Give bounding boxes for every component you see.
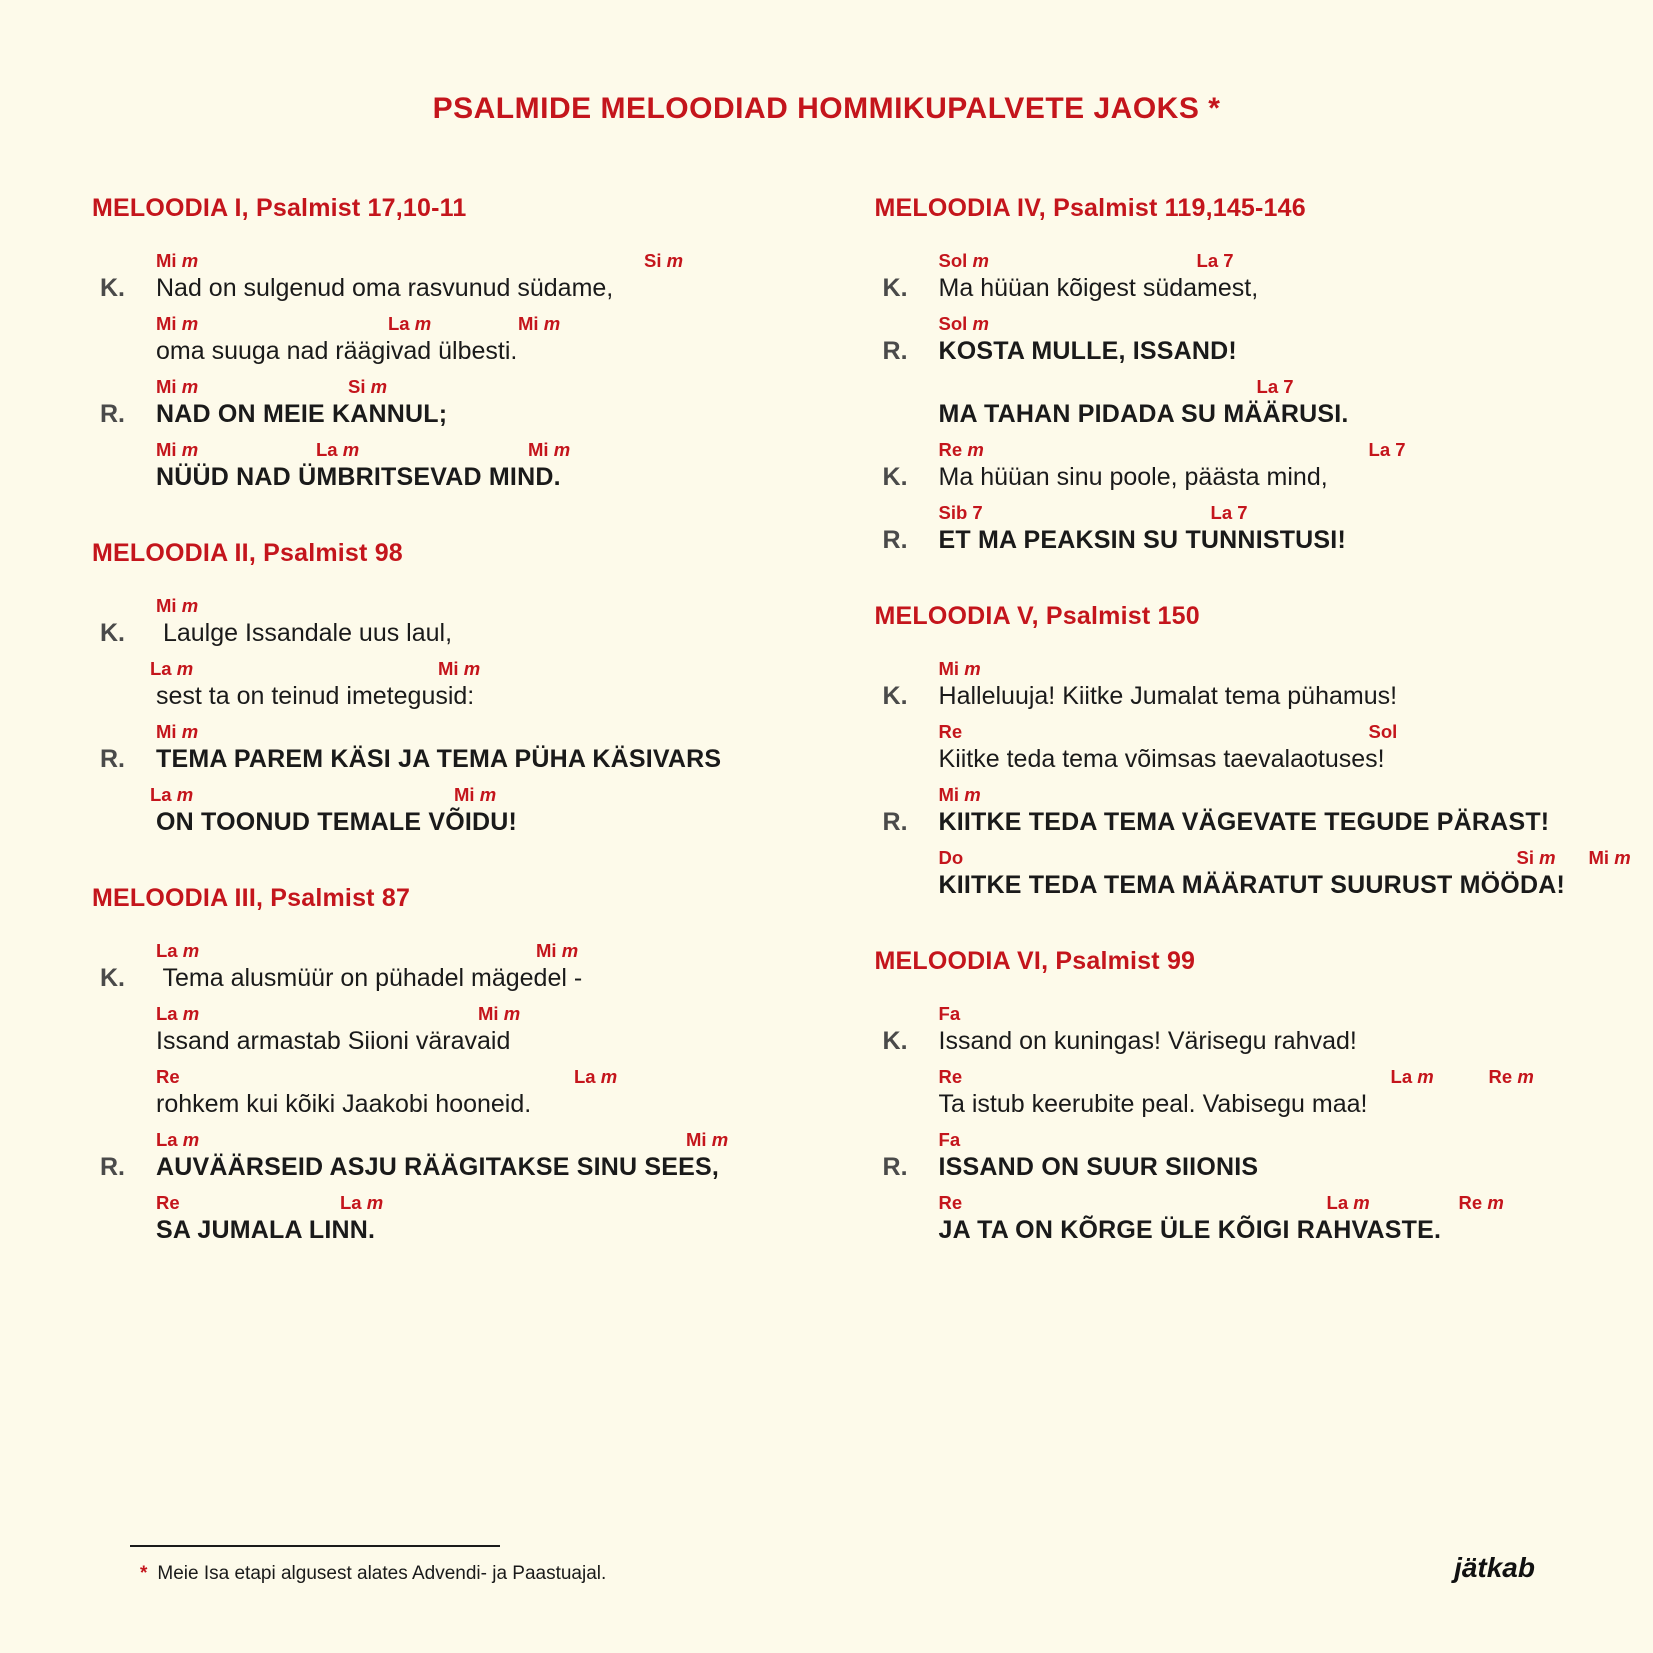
melody-lines: [875, 249, 1565, 564]
chord-line: [156, 594, 785, 617]
chord-line: [939, 720, 1565, 743]
chord-label: [1369, 720, 1398, 743]
call-line: [100, 272, 785, 312]
verse-text: NÜÜD NAD ÜMBRITSEVAD MIND.: [156, 463, 561, 491]
chord-root: Fa: [938, 1003, 961, 1024]
chord-quality: m: [181, 721, 199, 742]
chord-line: [938, 846, 1631, 869]
chord-line: [939, 438, 1565, 461]
chord-root: Mi: [454, 784, 480, 805]
chord-line: [939, 1065, 1565, 1088]
chord-quality: m: [964, 784, 981, 805]
chord-label: [1327, 1191, 1370, 1214]
chord-quality: m: [1517, 1066, 1534, 1087]
chord-quality: m: [967, 439, 984, 460]
melody-lines: [92, 939, 785, 1254]
call-line: [883, 272, 1565, 312]
chord-quality: m: [181, 250, 199, 271]
page-title: PSALMIDE MELOODIAD HOMMIKUPALVETE JAOKS *: [432, 92, 1221, 125]
chord-label: [1211, 501, 1248, 524]
chord-quality: m: [182, 1129, 200, 1150]
verse-text: Tema alusmüür on pühadel mägedel -: [156, 964, 583, 992]
verse-text: Nad on sulgenud oma rasvunud südame,: [156, 274, 614, 302]
chord-label: [644, 249, 683, 272]
chord-line: [156, 1002, 785, 1025]
speaker-label: K.: [100, 619, 125, 647]
speaker-label: R.: [100, 745, 125, 773]
melody-block: [874, 602, 1631, 909]
call-line: [100, 335, 785, 375]
melody-lines: [875, 1002, 1565, 1254]
verse-text: TEMA PAREM KÄSI JA TEMA PÜHA KÄSIVARS: [156, 745, 722, 773]
chord-line: [150, 657, 785, 680]
footnote-text: Meie Isa etapi algusest alates Advendi- ja Paastuajal.: [157, 1563, 607, 1584]
chord-quality: m: [182, 1003, 200, 1024]
speaker-label: K.: [882, 463, 908, 491]
chord-label: [1589, 846, 1631, 869]
chord-root: Mi: [156, 439, 182, 460]
chord-root: Fa: [938, 1129, 961, 1150]
chord-quality: m: [711, 1129, 729, 1150]
chord-line: [939, 1128, 1565, 1151]
chord-root: La: [156, 1129, 183, 1150]
verse-text: AUVÄÄRSEID ASJU RÄÄGITAKSE SINU SEES,: [156, 1153, 720, 1181]
verse-text: KIITKE TEDA TEMA MÄÄRATUT SUURUST MÖÖDA!: [938, 871, 1565, 899]
verse-text: MA TAHAN PIDADA SU MÄÄRUSI.: [938, 400, 1349, 428]
chord-label: [478, 1002, 520, 1025]
chord-quality: m: [176, 784, 194, 805]
chord-root: La: [156, 1003, 183, 1024]
response-line: [100, 1214, 785, 1254]
chord-label: [1257, 375, 1294, 398]
chord-root: La 7: [1210, 502, 1248, 523]
chord-label: [1197, 249, 1234, 272]
speaker-label: K.: [882, 682, 908, 710]
melody-heading: MELOODIA I, Psalmist 17,10-11: [92, 194, 467, 222]
verse-text: ON TOONUD TEMALE VÕIDU!: [156, 808, 518, 836]
chord-root: Sol: [1368, 721, 1398, 742]
chord-label: [939, 720, 963, 743]
footnote-marker: *: [140, 1563, 148, 1584]
response-line: [883, 806, 1565, 846]
response-line: [100, 398, 785, 438]
response-line: [883, 1151, 1565, 1191]
chord-label: [939, 312, 989, 335]
chord-label: [438, 657, 480, 680]
chord-quality: m: [479, 784, 497, 805]
chord-root: La: [574, 1066, 601, 1087]
chord-root: La: [316, 439, 343, 460]
chord-root: Mi: [518, 313, 544, 334]
chord-quality: m: [1614, 847, 1631, 868]
chord-label: [156, 438, 198, 461]
chord-label: [156, 594, 198, 617]
melody-heading: MELOODIA IV, Psalmist 119,145-146: [874, 194, 1306, 222]
chord-quality: m: [1417, 1066, 1434, 1087]
chord-label: [939, 1191, 963, 1214]
chord-label: [939, 1128, 961, 1151]
chord-root: Re: [1458, 1192, 1488, 1213]
chord-label: [150, 657, 193, 680]
chord-root: Sol: [938, 250, 973, 271]
speaker-label: K.: [882, 274, 908, 302]
melody-heading: MELOODIA VI, Psalmist 99: [874, 947, 1196, 975]
response-line: [883, 1214, 1565, 1254]
chord-root: Mi: [478, 1003, 504, 1024]
call-line: [883, 743, 1565, 783]
verse-text: Ma hüüan kõigest südamest,: [938, 274, 1259, 302]
call-line: [883, 680, 1565, 720]
chord-root: Mi: [156, 721, 182, 742]
speaker-label: R.: [882, 337, 908, 365]
chord-label: [939, 438, 984, 461]
speaker-label: K.: [100, 274, 125, 302]
chord-line: [156, 375, 785, 398]
call-line: [883, 1088, 1565, 1128]
chord-label: [536, 939, 578, 962]
chord-label: [939, 501, 983, 524]
chord-line: [156, 939, 785, 962]
chord-quality: m: [463, 658, 481, 679]
content-columns: [0, 194, 1653, 1292]
chord-quality: m: [414, 313, 432, 334]
chord-line: [939, 375, 1565, 398]
chord-label: [1489, 1065, 1534, 1088]
chord-root: Sib 7: [938, 502, 983, 523]
chord-root: Si: [1516, 847, 1540, 868]
right-column: [833, 194, 1631, 1292]
chord-quality: m: [342, 439, 360, 460]
chord-label: [156, 1128, 199, 1151]
chord-quality: m: [666, 250, 684, 271]
chord-label: [340, 1191, 383, 1214]
verse-text: JA TA ON KÕRGE ÜLE KÕIGI RAHVASTE.: [938, 1216, 1442, 1244]
chord-quality: m: [553, 439, 571, 460]
chord-line: [156, 249, 785, 272]
response-line: [100, 743, 785, 783]
call-line: [100, 962, 785, 1002]
speaker-label: R.: [882, 808, 908, 836]
chord-root: Mi: [1588, 847, 1615, 868]
chord-line: [156, 720, 785, 743]
melody-lines: [92, 594, 785, 846]
speaker-label: K.: [882, 1027, 908, 1055]
verse-text: oma suuga nad räägivad ülbesti.: [156, 337, 518, 365]
chord-root: Mi: [536, 940, 562, 961]
melody-block: [875, 194, 1565, 564]
melody-heading: MELOODIA V, Psalmist 150: [874, 602, 1200, 630]
chord-quality: m: [370, 376, 388, 397]
chord-line: [156, 312, 785, 335]
chord-line: [156, 1065, 785, 1088]
chord-line: [156, 1128, 785, 1151]
chord-line: [939, 501, 1565, 524]
chord-label: [454, 783, 496, 806]
call-line: [883, 461, 1565, 501]
chord-root: La: [156, 940, 183, 961]
verse-text: Halleluuja! Kiitke Jumalat tema pühamus!: [938, 682, 1398, 710]
chord-label: [156, 1191, 180, 1214]
chord-quality: m: [181, 376, 199, 397]
chord-label: [348, 375, 387, 398]
continues-label: jätkab: [1454, 1552, 1535, 1583]
chord-label: [686, 1128, 728, 1151]
response-line: [883, 869, 1565, 909]
chord-label: [156, 1065, 180, 1088]
chord-label: [939, 1065, 963, 1088]
verse-text: Ma hüüan sinu poole, päästa mind,: [938, 463, 1328, 491]
chord-label: [518, 312, 560, 335]
chord-line: [150, 783, 785, 806]
call-line: [100, 1025, 785, 1065]
chord-label: [1391, 1065, 1434, 1088]
verse-text: Laulge Issandale uus laul,: [156, 619, 453, 647]
chord-root: Re: [938, 721, 963, 742]
chord-quality: m: [600, 1066, 618, 1087]
verse-text: NAD ON MEIE KANNUL;: [156, 400, 448, 428]
melody-block: [92, 884, 785, 1254]
chord-line: [939, 1191, 1565, 1214]
chord-label: [150, 783, 193, 806]
chord-root: Mi: [686, 1129, 712, 1150]
chord-root: La 7: [1196, 250, 1234, 271]
chord-root: Mi: [938, 784, 965, 805]
chord-root: Mi: [438, 658, 464, 679]
chord-root: La: [150, 784, 177, 805]
call-line: [883, 1025, 1565, 1065]
chord-root: La: [1326, 1192, 1354, 1213]
chord-label: [156, 1002, 199, 1025]
chord-label: [939, 249, 989, 272]
verse-text: sest ta on teinud imetegusid:: [156, 682, 475, 710]
response-line: [883, 524, 1565, 564]
left-column: [92, 194, 785, 1292]
chord-label: [574, 1065, 617, 1088]
footnote: [140, 1563, 606, 1585]
chord-quality: m: [972, 313, 989, 334]
response-line: [883, 398, 1565, 438]
chord-label: [939, 1002, 961, 1025]
melody-block: [92, 539, 785, 846]
chord-quality: m: [543, 313, 561, 334]
chord-root: Mi: [528, 439, 554, 460]
chord-root: Mi: [156, 595, 182, 616]
chord-root: Re: [938, 439, 968, 460]
chord-line: [939, 312, 1565, 335]
chord-line: [156, 438, 785, 461]
verse-text: SA JUMALA LINN.: [156, 1216, 376, 1244]
chord-label: [1459, 1191, 1504, 1214]
call-line: [100, 617, 785, 657]
chord-quality: m: [182, 940, 200, 961]
chord-root: Mi: [156, 313, 182, 334]
chord-quality: m: [1353, 1192, 1370, 1213]
chord-root: Re: [938, 1192, 963, 1213]
call-line: [100, 1088, 785, 1128]
chord-label: [528, 438, 570, 461]
chord-label: [1369, 438, 1406, 461]
chord-label: [1517, 846, 1556, 869]
speaker-label: R.: [100, 400, 125, 428]
chord-label: [939, 846, 964, 869]
chord-quality: m: [964, 658, 981, 679]
chord-line: [939, 783, 1565, 806]
verse-text: ISSAND ON SUUR SIIONIS: [938, 1153, 1259, 1181]
chord-root: Do: [938, 847, 964, 868]
chord-quality: m: [176, 658, 194, 679]
verse-text: Kiitke teda tema võimsas taevalaotuses!: [938, 745, 1385, 773]
call-line: [100, 680, 785, 720]
speaker-label: R.: [882, 526, 908, 554]
chord-quality: m: [561, 940, 579, 961]
chord-quality: m: [1539, 847, 1556, 868]
chord-label: [156, 375, 198, 398]
chord-root: La: [388, 313, 415, 334]
verse-text: ET MA PEAKSIN SU TUNNISTUSI!: [938, 526, 1346, 554]
chord-label: [156, 312, 198, 335]
chord-root: Mi: [938, 658, 965, 679]
chord-root: La 7: [1256, 376, 1294, 397]
chord-root: Mi: [156, 250, 182, 271]
chord-root: La 7: [1368, 439, 1406, 460]
chord-root: Si: [348, 376, 371, 397]
melody-heading: MELOODIA III, Psalmist 87: [92, 884, 411, 912]
response-line: [100, 1151, 785, 1191]
chord-quality: m: [1487, 1192, 1504, 1213]
chord-label: [316, 438, 359, 461]
melody-block: [92, 194, 785, 501]
chord-line: [939, 657, 1565, 680]
chord-root: Re: [156, 1192, 180, 1213]
chord-label: [156, 720, 198, 743]
chord-label: [156, 939, 199, 962]
verse-text: Issand armastab Siioni väravaid: [156, 1027, 511, 1055]
chord-label: [388, 312, 431, 335]
chord-root: La: [1390, 1066, 1418, 1087]
chord-root: La: [340, 1192, 367, 1213]
chord-root: Mi: [156, 376, 182, 397]
response-line: [883, 335, 1565, 375]
footnote-divider: [130, 1545, 500, 1547]
chord-line: [939, 1002, 1565, 1025]
chord-root: Si: [644, 250, 667, 271]
verse-text: rohkem kui kõiki Jaakobi hooneid.: [156, 1090, 532, 1118]
chord-label: [939, 783, 981, 806]
chord-root: Sol: [938, 313, 973, 334]
chord-quality: m: [181, 439, 199, 460]
response-line: [100, 806, 785, 846]
verse-text: KOSTA MULLE, ISSAND!: [938, 337, 1237, 365]
chord-quality: m: [366, 1192, 384, 1213]
speaker-label: R.: [100, 1153, 125, 1181]
chord-quality: m: [181, 595, 199, 616]
chord-line: [939, 249, 1565, 272]
speaker-label: R.: [882, 1153, 908, 1181]
chord-quality: m: [181, 313, 199, 334]
chord-line: [156, 1191, 785, 1214]
chord-label: [156, 249, 198, 272]
chord-root: La: [150, 658, 177, 679]
chord-root: Re: [938, 1066, 963, 1087]
chord-root: Re: [1488, 1066, 1518, 1087]
response-line: [100, 461, 785, 501]
chord-root: Re: [156, 1066, 180, 1087]
chord-quality: m: [972, 250, 989, 271]
melody-heading: MELOODIA II, Psalmist 98: [92, 539, 403, 567]
melody-lines: [875, 657, 1631, 909]
melody-lines: [92, 249, 785, 501]
verse-text: Ta istub keerubite peal. Vabisegu maa!: [938, 1090, 1368, 1118]
melody-block: [875, 947, 1565, 1254]
chord-quality: m: [503, 1003, 521, 1024]
verse-text: KIITKE TEDA TEMA VÄGEVATE TEGUDE PÄRAST!: [938, 808, 1550, 836]
chord-label: [939, 657, 981, 680]
speaker-label: K.: [100, 964, 125, 992]
verse-text: Issand on kuningas! Värisegu rahvad!: [938, 1027, 1357, 1055]
